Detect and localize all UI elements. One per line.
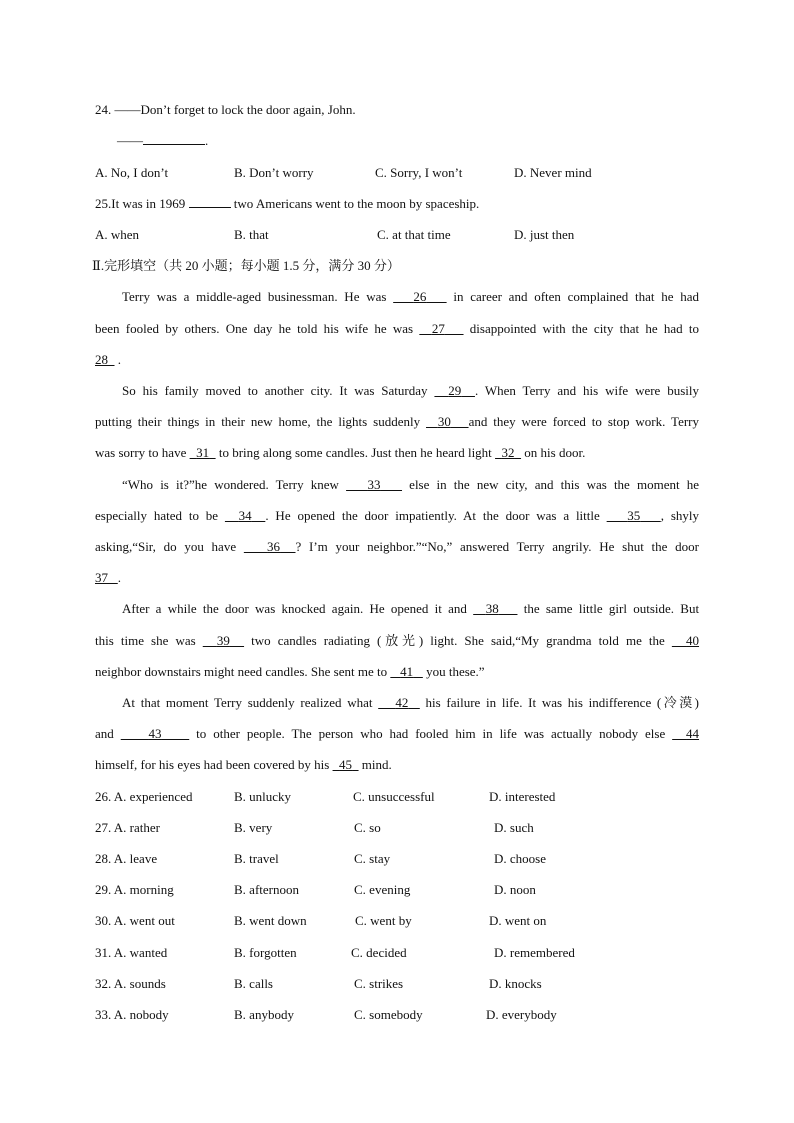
blank-40: 40	[686, 633, 700, 648]
blank-35: 35	[627, 508, 641, 523]
blank-39: 39	[216, 633, 230, 648]
passage-line: himself, for his eyes had been covered by his 45 mind.	[95, 757, 392, 772]
choice-29-a: 29. A. morning	[95, 882, 174, 897]
q25-option-b: B. that	[234, 227, 269, 242]
choice-31-d: D. remembered	[494, 945, 575, 960]
choice-28-d: D. choose	[494, 851, 546, 866]
choice-32-a: 32. A. sounds	[95, 976, 166, 991]
choice-33-a: 33. A. nobody	[95, 1007, 169, 1022]
passage-line: neighbor downstairs might need candles. She sent me to 41 you these.”	[95, 664, 485, 679]
section-title: Ⅱ.完形填空（共 20 小题；每小题 1.5 分，满分 30 分）	[92, 258, 400, 273]
choice-27-a: 27. A. rather	[95, 820, 160, 835]
blank-31: 31	[196, 445, 210, 460]
passage-line: So his family moved to another city. It was Saturday 29 . When Terry and his wife were busily	[122, 383, 699, 398]
blank-44: 44	[686, 726, 700, 741]
q24-option-c: C. Sorry, I won’t	[375, 165, 463, 180]
blank-41: 41	[400, 664, 414, 679]
choice-30-a: 30. A. went out	[95, 913, 175, 928]
choice-31-b: B. forgotten	[234, 945, 297, 960]
q25-option-c: C. at that time	[377, 227, 451, 242]
q24-option-d: D. Never mind	[514, 165, 592, 180]
q25-option-d: D. just then	[514, 227, 575, 242]
q24-option-b: B. Don’t worry	[234, 165, 314, 180]
passage-line: putting their things in their new home, the lights suddenly 30 and they were forced to stop work. Terry	[95, 414, 700, 429]
passage-line: been fooled by others. One day he told his wife he was 27 disappointed with the city that he had to	[95, 321, 700, 336]
blank-42: 42	[395, 695, 409, 710]
q24-option-a: A. No, I don’t	[95, 165, 169, 180]
passage-line: 37 .	[95, 570, 121, 585]
choice-30-d: D. went on	[489, 913, 547, 928]
choice-26-b: B. unlucky	[234, 789, 292, 804]
choice-33-c: C. somebody	[354, 1007, 423, 1022]
choice-31-a: 31. A. wanted	[95, 945, 168, 960]
q24-stem: 24. ——Don’t forget to lock the door again, John.	[95, 102, 356, 117]
choice-32-c: C. strikes	[354, 976, 404, 991]
blank-32: 32	[501, 445, 515, 460]
passage-line: “Who is it?”he wondered. Terry knew 33 else in the new city, and this was the moment he	[122, 477, 700, 492]
blank-27: 27	[431, 321, 445, 336]
choice-29-c: C. evening	[354, 882, 411, 897]
blank-36: 36	[267, 539, 281, 554]
choice-28-b: B. travel	[234, 851, 279, 866]
choice-27-d: D. such	[494, 820, 534, 835]
choice-29-b: B. afternoon	[234, 882, 299, 897]
choice-26-c: C. unsuccessful	[353, 789, 435, 804]
answer-blank	[189, 196, 231, 208]
passage-line: At that moment Terry suddenly realized what 42 his failure in life. It was his indifference (冷漠)	[122, 695, 699, 710]
choice-29-d: D. noon	[494, 882, 536, 897]
blank-30: 30	[437, 414, 451, 429]
blank-45: 45	[339, 757, 353, 772]
blank-28: 28	[95, 352, 108, 367]
blank-34: 34	[238, 508, 252, 523]
q24-reply: —— .	[117, 133, 209, 148]
choice-26-a: 26. A. experienced	[95, 789, 193, 804]
blank-26: 26	[413, 289, 427, 304]
blank-43: 43	[148, 726, 162, 741]
choice-27-c: C. so	[354, 820, 381, 835]
passage-line: After a while the door was knocked again. He opened it and 38 the same little girl outside. But	[122, 601, 700, 616]
choice-32-d: D. knocks	[489, 976, 542, 991]
answer-blank	[143, 133, 205, 145]
reply-dash: ——	[117, 133, 143, 148]
choice-30-b: B. went down	[234, 913, 307, 928]
passage-line: especially hated to be 34 . He opened the door impatiently. At the door was a little 35 , shyly	[95, 508, 700, 523]
blank-37: 37	[95, 570, 108, 585]
choice-26-d: D. interested	[489, 789, 556, 804]
choice-28-c: C. stay	[354, 851, 391, 866]
q25-stem	[95, 196, 479, 212]
blank-29: 29	[448, 383, 462, 398]
choice-33-b: B. anybody	[234, 1007, 294, 1022]
passage-line: this time she was 39 two candles radiating (放光) light. She said,“My grandma told me the 40	[95, 633, 700, 648]
q25-option-a: A. when	[95, 227, 140, 242]
choice-30-c: C. went by	[355, 913, 412, 928]
q25-stem-before: 25.It was in 1969	[95, 196, 186, 211]
passage-line: Terry was a middle-aged businessman. He was 26 in career and often complained that he had	[122, 289, 700, 304]
blank-38: 38	[485, 601, 499, 616]
passage-line: and 43 to other people. The person who had fooled him in life was actually nobody else 44	[95, 726, 700, 741]
choice-32-b: B. calls	[234, 976, 273, 991]
choice-27-b: B. very	[234, 820, 273, 835]
choice-28-a: 28. A. leave	[95, 851, 158, 866]
choice-31-c: C. decided	[351, 945, 407, 960]
q25-stem-after: two Americans went to the moon by spaceship.	[233, 196, 480, 211]
passage-line: asking,“Sir, do you have 36 ? I’m your neighbor.”“No,” answered Terry angrily. He shut the door	[95, 539, 699, 554]
passage-line: 28 .	[95, 352, 121, 367]
choice-33-d: D. everybody	[486, 1007, 557, 1022]
passage-line: was sorry to have 31 to bring along some candles. Just then he heard light 32 on his door.	[95, 445, 586, 460]
blank-33: 33	[367, 477, 381, 492]
